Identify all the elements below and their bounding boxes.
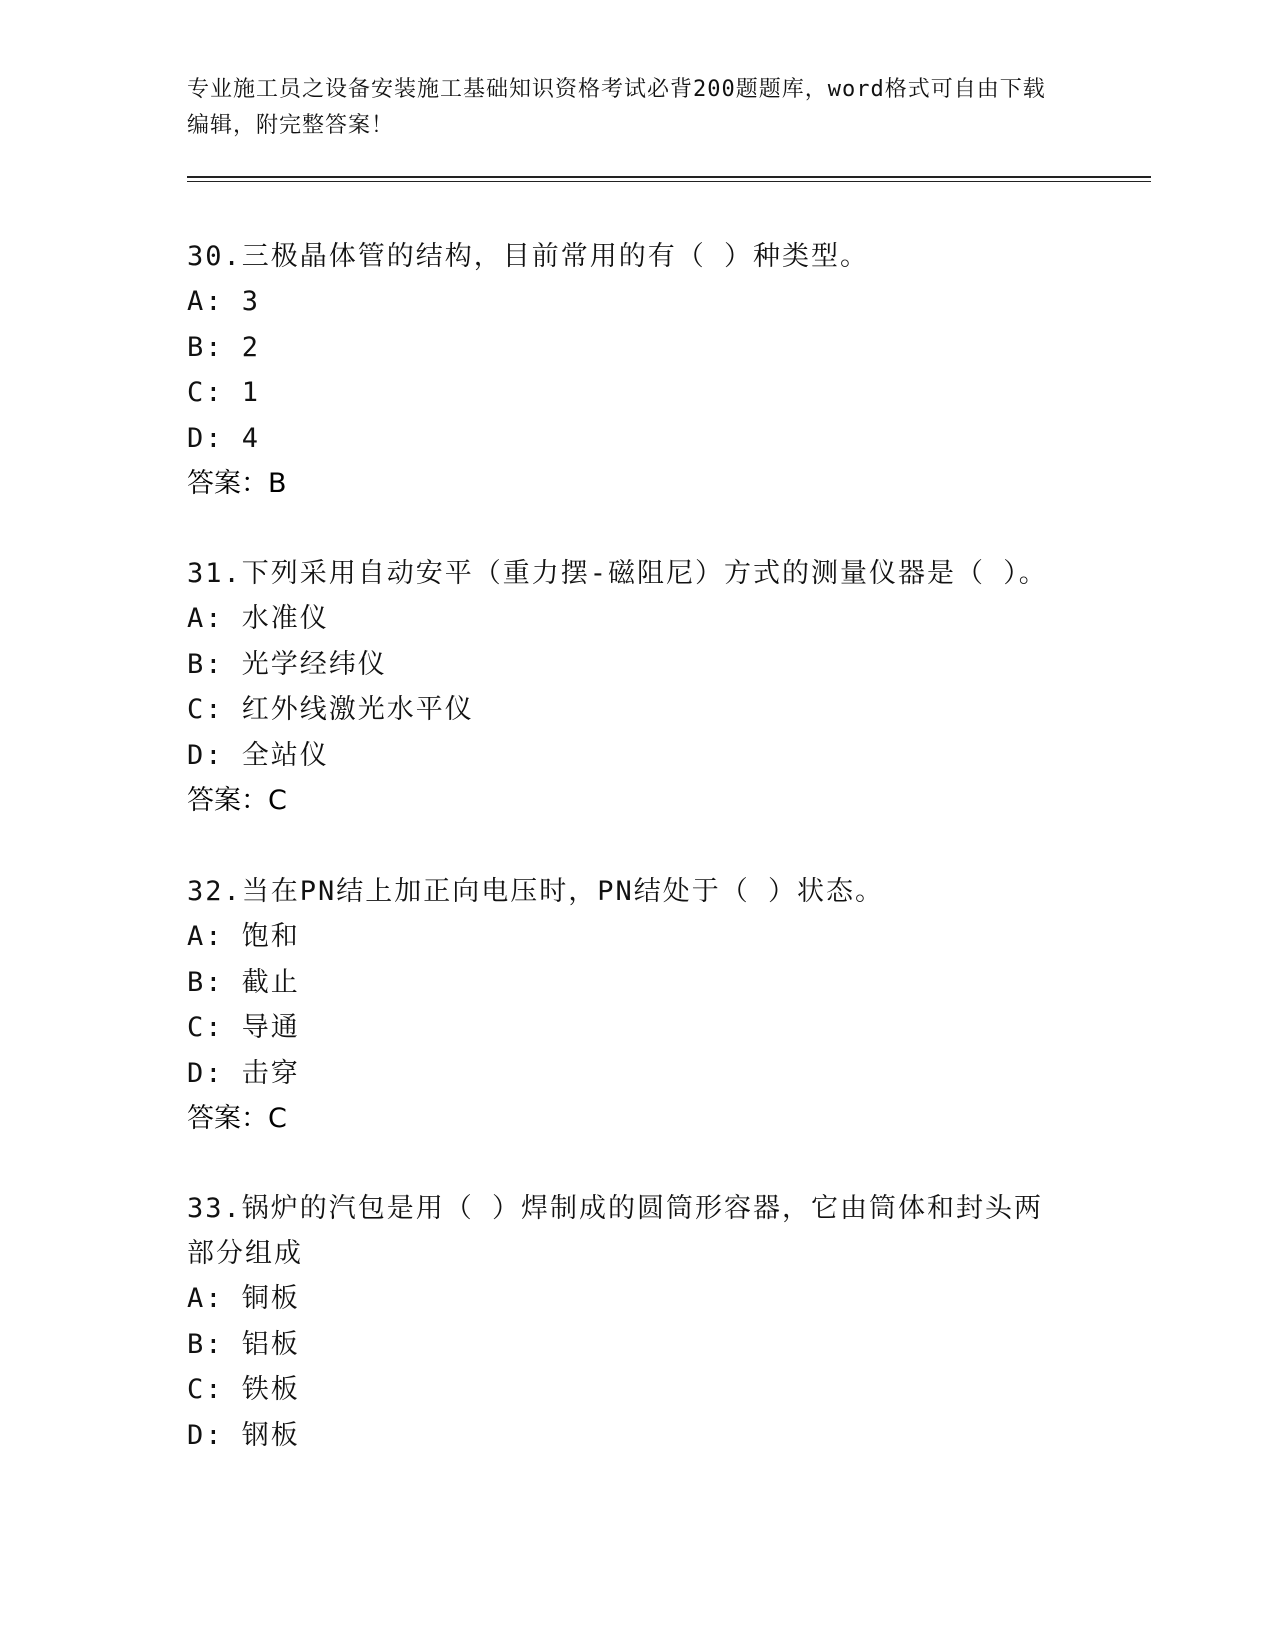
header-divider-thin xyxy=(187,181,1151,182)
option-d: D: 钢板 xyxy=(187,1419,300,1451)
option-a: A: 饱和 xyxy=(187,921,300,952)
option-d: D: 击穿 xyxy=(187,1057,300,1089)
answer-line: 答案：C xyxy=(187,785,287,816)
document-header: 专业施工员之设备安装施工基础知识资格考试必背200题题库，word格式可自由下载编辑，附完整答案！ xyxy=(187,77,1046,138)
option-b: B: 2 xyxy=(187,331,261,363)
answer-line: 答案：C xyxy=(187,1103,287,1134)
option-a: A: 水准仪 xyxy=(187,603,329,634)
question-32 xyxy=(187,869,1067,1141)
answer-line: 答案：B xyxy=(187,468,287,499)
question-stem: 30.三极晶体管的结构，目前常用的有（ ）种类型。 xyxy=(187,241,870,272)
option-b: B: 铝板 xyxy=(187,1328,300,1360)
question-31 xyxy=(187,551,1067,823)
question-30 xyxy=(187,234,1067,506)
option-c: C: 1 xyxy=(187,377,261,408)
header-divider-thick xyxy=(187,176,1151,178)
option-a: A: 3 xyxy=(187,286,261,317)
question-stem: 31.下列采用自动安平（重力摆-磁阻尼）方式的测量仪器是（ ）。 xyxy=(187,558,1048,589)
option-a: A: 铜板 xyxy=(187,1283,300,1314)
question-33 xyxy=(187,1186,1067,1458)
option-b: B: 光学经纬仪 xyxy=(187,648,387,680)
option-b: B: 截止 xyxy=(187,966,300,998)
question-stem: 32.当在PN结上加正向电压时，PN结处于（ ）状态。 xyxy=(187,876,885,907)
option-c: C: 导通 xyxy=(187,1012,300,1043)
option-d: D: 全站仪 xyxy=(187,739,329,771)
option-d: D: 4 xyxy=(187,422,261,454)
option-c: C: 红外线激光水平仪 xyxy=(187,694,474,725)
question-stem: 33.锅炉的汽包是用（ ）焊制成的圆筒形容器，它由筒体和封头两部分组成 xyxy=(187,1193,1044,1269)
option-c: C: 铁板 xyxy=(187,1374,300,1405)
